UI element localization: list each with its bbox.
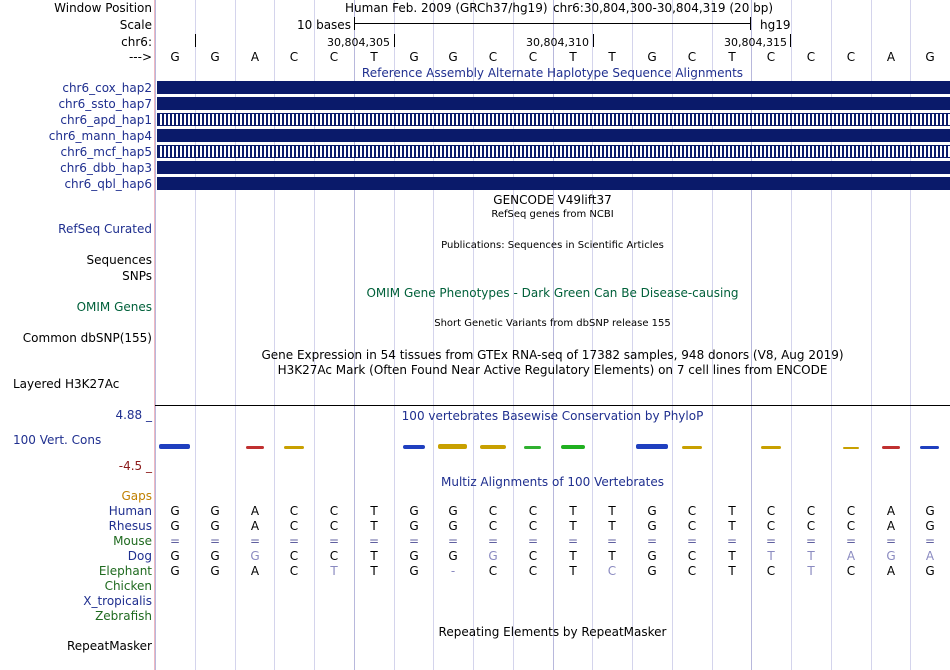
scale-text: 10 bases xyxy=(297,18,351,32)
alignment-base: C xyxy=(607,564,617,578)
alignment-base: A xyxy=(886,519,896,533)
alignment-base: C xyxy=(528,549,538,563)
phylop-base-mark xyxy=(636,444,668,449)
species-label[interactable]: Elephant xyxy=(98,564,152,578)
haplotype-label[interactable]: chr6_mann_hap4 xyxy=(48,129,152,143)
gtex-track-title: Gene Expression in 54 tissues from GTEx RNA-seq of 17382 samples, 948 donors (V8, Aug 2019) xyxy=(261,348,844,362)
alignment-base: = xyxy=(726,534,738,548)
reference-base: C xyxy=(329,50,339,64)
phylop-base-mark xyxy=(761,446,781,449)
phylop-base-mark xyxy=(920,446,939,449)
alignment-base: C xyxy=(289,564,299,578)
scale-db: hg19 xyxy=(760,18,791,32)
haplotype-label[interactable]: chr6_cox_hap2 xyxy=(62,81,152,95)
alignment-base: C xyxy=(329,519,339,533)
alignment-base: T xyxy=(370,519,378,533)
alignment-base: T xyxy=(569,564,577,578)
ruler-coord: 30,804,315 xyxy=(724,36,787,49)
phylop-base-mark xyxy=(605,447,619,449)
alignment-base: = xyxy=(408,534,420,548)
alignment-base: C xyxy=(846,564,856,578)
haplotype-bar[interactable] xyxy=(157,113,950,126)
alignment-base: C xyxy=(528,564,538,578)
alignment-base: = xyxy=(567,534,579,548)
alignment-base: C xyxy=(488,519,498,533)
reference-base: C xyxy=(488,50,498,64)
alignment-base: G xyxy=(448,504,458,518)
alignment-base: T xyxy=(370,504,378,518)
alignment-base: A xyxy=(250,564,260,578)
ruler-coord: 30,804,305 xyxy=(327,36,390,49)
alignment-base: = xyxy=(288,534,300,548)
haplotype-track-title: Reference Assembly Alternate Haplotype Sequence Alignments xyxy=(361,66,744,80)
haplotype-label[interactable]: chr6_dbb_hap3 xyxy=(60,161,152,175)
alignment-base: G xyxy=(210,564,220,578)
phylop-base-mark xyxy=(804,447,818,449)
alignment-base: = xyxy=(924,534,936,548)
haplotype-bar[interactable] xyxy=(157,129,950,142)
alignment-base: A xyxy=(250,519,260,533)
alignment-base: C xyxy=(289,504,299,518)
haplotype-bar[interactable] xyxy=(157,145,950,158)
reference-base: G xyxy=(210,50,220,64)
dbsnp-track-label[interactable]: Common dbSNP(155) xyxy=(22,331,152,345)
phylop-base-mark xyxy=(403,445,425,449)
phylop-base-mark xyxy=(284,446,304,449)
position-text: chr6:30,804,300-30,804,319 (20 bp) xyxy=(553,1,774,15)
phylop-base-mark xyxy=(438,444,467,449)
browser-image-area[interactable] xyxy=(155,0,950,670)
alignment-base: A xyxy=(846,549,856,563)
alignment-base: C xyxy=(528,504,538,518)
h3k27ac-track-label[interactable]: Layered H3K27Ac xyxy=(13,377,120,391)
phylop-base-mark xyxy=(882,446,900,449)
alignment-base: T xyxy=(767,549,775,563)
reference-base: T xyxy=(370,50,378,64)
alignment-base: T xyxy=(569,519,577,533)
alignment-base: G xyxy=(647,549,657,563)
alignment-base: = xyxy=(487,534,499,548)
alignment-base: C xyxy=(687,549,697,563)
alignment-base: = xyxy=(447,534,459,548)
track-labels-column xyxy=(0,0,154,670)
ruler-tick xyxy=(195,34,196,47)
alignment-base: = xyxy=(527,534,539,548)
strand-toggle[interactable]: ---> xyxy=(128,50,152,64)
dbsnp-track-title: Short Genetic Variants from dbSNP release 155 xyxy=(434,318,671,329)
alignment-base: = xyxy=(805,534,817,548)
alignment-base: G xyxy=(170,549,180,563)
alignment-base: C xyxy=(289,549,299,563)
alignment-base: G xyxy=(925,564,935,578)
alignment-base: A xyxy=(886,504,896,518)
phylop-base-mark xyxy=(367,447,381,449)
reference-base: G xyxy=(409,50,419,64)
phylop-base-mark xyxy=(561,445,585,449)
omim-track-label[interactable]: OMIM Genes xyxy=(76,300,152,314)
ruler-tick xyxy=(593,34,594,47)
reference-base: A xyxy=(250,50,260,64)
alignment-base: G xyxy=(170,564,180,578)
alignment-base: C xyxy=(488,504,498,518)
alignment-base: G xyxy=(886,549,896,563)
reference-base: C xyxy=(687,50,697,64)
h3k27ac-track-title: H3K27Ac Mark (Often Found Near Active Regulatory Elements) on 7 cell lines from ENCODE xyxy=(277,363,828,377)
alignment-base: G xyxy=(250,549,260,563)
scale-bar xyxy=(355,23,750,24)
alignment-base: C xyxy=(687,504,697,518)
alignment-base: G xyxy=(488,549,498,563)
alignment-base: T xyxy=(728,519,736,533)
phylop-base-mark xyxy=(843,447,859,449)
phylop-base-mark xyxy=(159,444,190,449)
haplotype-label[interactable]: chr6_ssto_hap7 xyxy=(58,97,152,111)
phylop-base-mark xyxy=(480,445,506,449)
chrom-label: chr6: xyxy=(121,35,152,49)
alignment-base: C xyxy=(846,519,856,533)
alignment-base: G xyxy=(210,519,220,533)
assembly-title: Human Feb. 2009 (GRCh37/hg19) xyxy=(345,1,548,15)
species-label[interactable]: Human xyxy=(108,504,152,518)
haplotype-bar[interactable] xyxy=(157,81,950,94)
alignment-base: G xyxy=(170,504,180,518)
alignment-base: G xyxy=(210,504,220,518)
alignment-base: T xyxy=(370,549,378,563)
reference-base: C xyxy=(528,50,538,64)
species-label[interactable]: Rhesus xyxy=(108,519,152,533)
ruler-tick xyxy=(790,34,791,47)
alignment-base: G xyxy=(647,519,657,533)
snps-track-label[interactable]: SNPs xyxy=(122,269,152,283)
window-position-label: Window Position xyxy=(54,1,152,15)
haplotype-label[interactable]: chr6_apd_hap1 xyxy=(60,113,152,127)
refseq-track-title: RefSeq genes from NCBI xyxy=(491,209,614,220)
alignment-base: G xyxy=(409,564,419,578)
sequences-track-label[interactable]: Sequences xyxy=(86,253,152,267)
repeatmasker-track-title: Repeating Elements by RepeatMasker xyxy=(438,625,667,639)
reference-base: T xyxy=(608,50,616,64)
haplotype-bar[interactable] xyxy=(157,97,950,110)
omim-track-title: OMIM Gene Phenotypes - Dark Green Can Be Disease-causing xyxy=(366,286,739,300)
alignment-base: C xyxy=(806,504,816,518)
reference-base: T xyxy=(728,50,736,64)
alignment-base: G xyxy=(448,519,458,533)
reference-base: C xyxy=(806,50,816,64)
scale-bar-right-end xyxy=(750,17,751,30)
publications-track-title: Publications: Sequences in Scientific Articles xyxy=(441,240,664,251)
ruler-coord: 30,804,310 xyxy=(526,36,589,49)
alignment-base: = xyxy=(765,534,777,548)
repeatmasker-track-label[interactable]: RepeatMasker xyxy=(66,639,152,653)
alignment-base: C xyxy=(329,549,339,563)
track-divider xyxy=(155,405,950,406)
haplotype-label[interactable]: chr6_qbl_hap6 xyxy=(64,177,152,191)
alignment-base: = xyxy=(368,534,380,548)
phylop-min-label: -4.5 _ xyxy=(118,459,152,473)
alignment-base: = xyxy=(169,534,181,548)
reference-base: A xyxy=(886,50,896,64)
alignment-base: C xyxy=(329,504,339,518)
reference-base: T xyxy=(569,50,577,64)
alignment-base: T xyxy=(728,504,736,518)
alignment-base: = xyxy=(845,534,857,548)
alignment-base: G xyxy=(448,549,458,563)
reference-base: G xyxy=(448,50,458,64)
species-label[interactable]: Mouse xyxy=(113,534,152,548)
alignment-base: = xyxy=(686,534,698,548)
haplotype-bar[interactable] xyxy=(157,161,950,174)
phylop-base-mark xyxy=(524,446,541,449)
alignment-base: A xyxy=(250,504,260,518)
alignment-base: A xyxy=(925,549,935,563)
ruler-tick xyxy=(394,34,395,47)
alignment-base: = xyxy=(606,534,618,548)
alignment-base: C xyxy=(806,519,816,533)
gencode-track-title: GENCODE V49lift37 xyxy=(493,193,612,207)
phylop-track-title: 100 vertebrates Basewise Conservation by PhyloP xyxy=(401,409,704,423)
alignment-base: C xyxy=(766,504,776,518)
alignment-base: T xyxy=(569,549,577,563)
haplotype-label[interactable]: chr6_mcf_hap5 xyxy=(60,145,152,159)
alignment-base: T xyxy=(728,549,736,563)
phylop-base-mark xyxy=(208,447,222,449)
phylop-base-mark xyxy=(327,447,341,449)
alignment-base: G xyxy=(925,519,935,533)
species-label[interactable]: Zebrafish xyxy=(95,609,152,623)
species-label[interactable]: Chicken xyxy=(104,579,152,593)
alignment-base: T xyxy=(608,549,616,563)
phylop-track-label[interactable]: 100 Vert. Cons xyxy=(13,433,102,447)
alignment-base: T xyxy=(370,564,378,578)
haplotype-bar[interactable] xyxy=(157,177,950,190)
alignment-base: - xyxy=(450,564,456,578)
alignment-base: C xyxy=(528,519,538,533)
alignment-base: = xyxy=(209,534,221,548)
alignment-base: = xyxy=(885,534,897,548)
alignment-base: T xyxy=(807,549,815,563)
alignment-base: G xyxy=(170,519,180,533)
reference-base: C xyxy=(766,50,776,64)
alignment-base: C xyxy=(766,564,776,578)
alignment-base: A xyxy=(886,564,896,578)
alignment-base: = xyxy=(328,534,340,548)
scale-label: Scale xyxy=(119,18,152,32)
alignment-base: T xyxy=(608,519,616,533)
reference-base: C xyxy=(846,50,856,64)
alignment-base: = xyxy=(646,534,658,548)
alignment-base: T xyxy=(330,564,338,578)
species-label[interactable]: Gaps xyxy=(121,489,152,503)
alignment-base: T xyxy=(569,504,577,518)
reference-base: G xyxy=(925,50,935,64)
alignment-base: T xyxy=(728,564,736,578)
species-label[interactable]: Dog xyxy=(127,549,152,563)
alignment-base: G xyxy=(409,549,419,563)
alignment-base: T xyxy=(608,504,616,518)
alignment-base: C xyxy=(488,564,498,578)
refseq-track-label[interactable]: RefSeq Curated xyxy=(58,222,152,236)
reference-base: C xyxy=(289,50,299,64)
alignment-base: = xyxy=(249,534,261,548)
reference-base: G xyxy=(170,50,180,64)
alignment-base: C xyxy=(687,519,697,533)
phylop-max-label: 4.88 _ xyxy=(115,408,152,422)
alignment-base: C xyxy=(687,564,697,578)
multiz-track-title: Multiz Alignments of 100 Vertebrates xyxy=(440,475,665,489)
alignment-base: G xyxy=(210,549,220,563)
alignment-base: G xyxy=(409,504,419,518)
phylop-base-mark xyxy=(246,446,264,449)
alignment-base: C xyxy=(766,519,776,533)
species-label[interactable]: X_tropicalis xyxy=(83,594,152,608)
phylop-base-mark xyxy=(725,447,739,449)
phylop-base-mark xyxy=(682,446,702,449)
alignment-base: G xyxy=(409,519,419,533)
alignment-base: C xyxy=(846,504,856,518)
alignment-base: G xyxy=(647,504,657,518)
alignment-base: G xyxy=(925,504,935,518)
alignment-base: T xyxy=(807,564,815,578)
alignment-base: G xyxy=(647,564,657,578)
reference-base: G xyxy=(647,50,657,64)
alignment-base: C xyxy=(289,519,299,533)
